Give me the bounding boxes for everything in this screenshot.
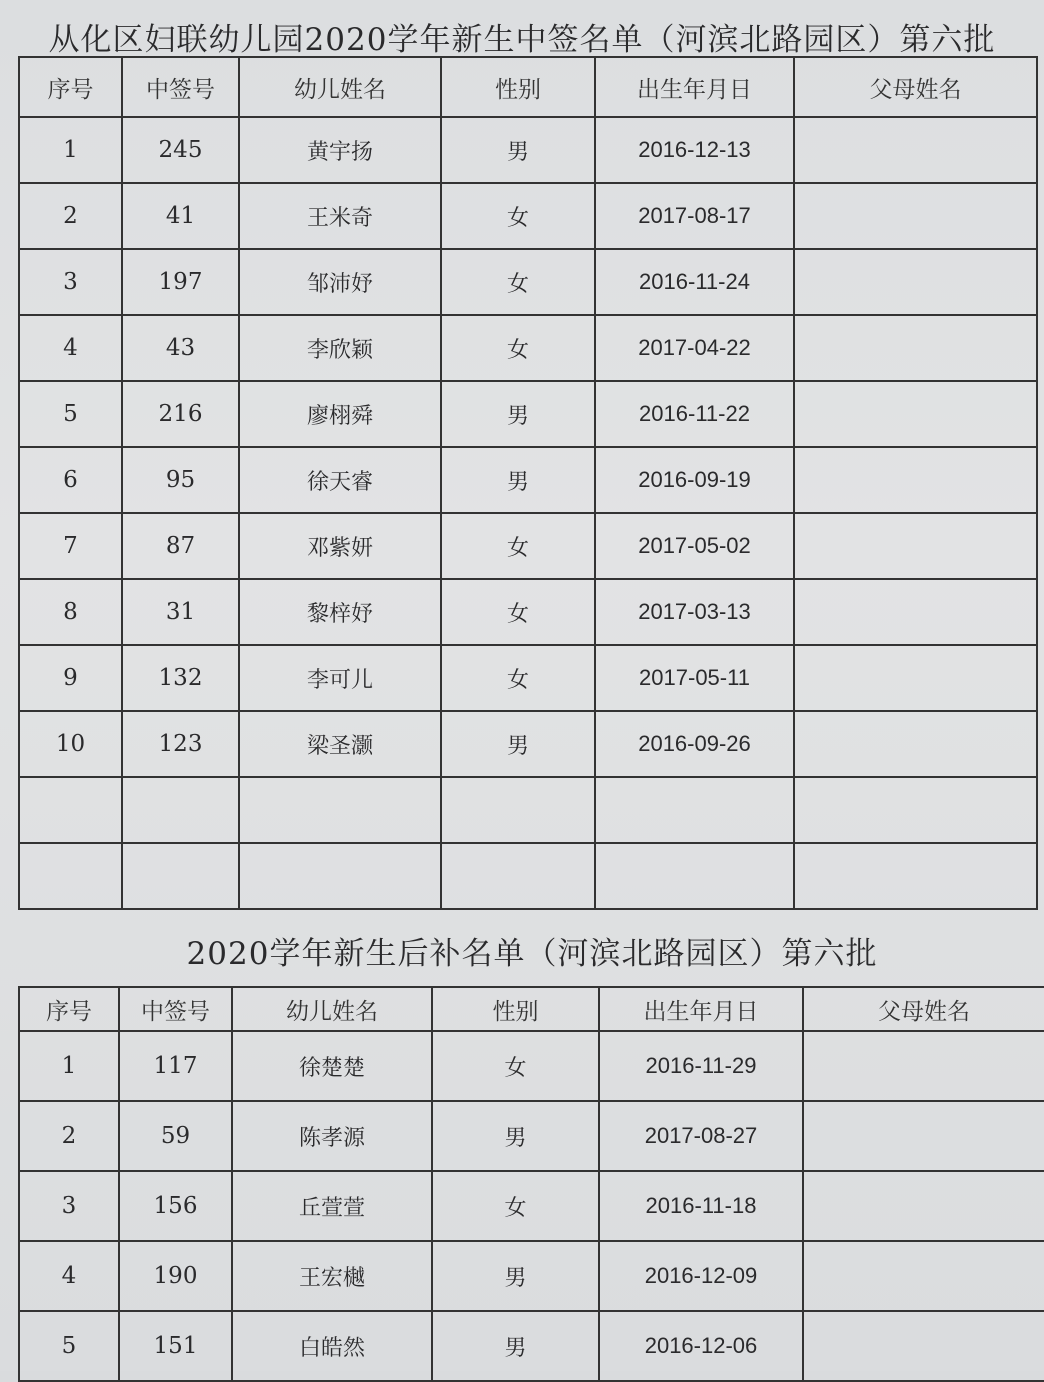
cell-parent-name [803,1171,1044,1241]
cell-child-name: 徐天睿 [239,447,441,513]
cell-child-name: 李欣颖 [239,315,441,381]
cell-gender: 女 [441,513,595,579]
cell-gender: 男 [441,381,595,447]
cell-child-name: 徐楚楚 [232,1031,432,1101]
cell-seq [19,843,122,909]
cell-parent-name [794,843,1037,909]
header-lottery-no: 中签号 [122,57,239,117]
table-header-row [19,987,1044,1031]
cell-gender: 男 [441,117,595,183]
header-parent-name: 父母姓名 [794,57,1037,117]
cell-child-name [239,777,441,843]
cell-seq: 2 [19,1101,119,1171]
cell-birth-date: 2016-09-26 [595,711,794,777]
cell-lottery-no: 95 [122,447,239,513]
table-row [19,381,1037,447]
cell-birth-date: 2017-03-13 [595,579,794,645]
cell-seq: 3 [19,1171,119,1241]
cell-birth-date: 2016-09-19 [595,447,794,513]
cell-gender: 男 [432,1311,599,1381]
cell-seq: 2 [19,183,122,249]
cell-parent-name [803,1101,1044,1171]
table-row [19,447,1037,513]
cell-child-name: 黄宇扬 [239,117,441,183]
cell-seq: 8 [19,579,122,645]
cell-lottery-no: 151 [119,1311,232,1381]
cell-lottery-no: 132 [122,645,239,711]
cell-seq: 7 [19,513,122,579]
cell-lottery-no: 245 [122,117,239,183]
table-row [19,777,1037,843]
cell-gender: 女 [441,183,595,249]
cell-birth-date: 2017-05-02 [595,513,794,579]
cell-lottery-no [122,777,239,843]
cell-lottery-no: 156 [119,1171,232,1241]
table-row [19,513,1037,579]
cell-child-name: 黎梓妤 [239,579,441,645]
main-list-title: 从化区妇联幼儿园2020学年新生中签名单（河滨北路园区）第六批 [48,22,996,58]
cell-seq: 3 [19,249,122,315]
cell-parent-name [794,183,1037,249]
cell-birth-date: 2016-11-29 [599,1031,803,1101]
cell-birth-date: 2016-11-18 [599,1171,803,1241]
cell-gender: 男 [432,1101,599,1171]
table-row [19,315,1037,381]
cell-birth-date: 2017-08-27 [599,1101,803,1171]
table-row [19,711,1037,777]
cell-lottery-no: 59 [119,1101,232,1171]
cell-birth-date: 2016-11-22 [595,381,794,447]
cell-gender [441,843,595,909]
cell-lottery-no: 190 [119,1241,232,1311]
header-seq: 序号 [19,57,122,117]
cell-child-name: 王宏樾 [232,1241,432,1311]
cell-birth-date: 2016-11-24 [595,249,794,315]
table-row [19,249,1037,315]
table-row [19,183,1037,249]
header-birth-date: 出生年月日 [595,57,794,117]
cell-child-name: 邓紫妍 [239,513,441,579]
cell-child-name: 丘萱萱 [232,1171,432,1241]
cell-birth-date: 2017-05-11 [595,645,794,711]
cell-seq: 4 [19,315,122,381]
cell-child-name [239,843,441,909]
cell-birth-date: 2016-12-09 [599,1241,803,1311]
cell-child-name: 邹沛妤 [239,249,441,315]
main-list-table [18,56,1038,910]
cell-seq: 1 [19,1031,119,1101]
cell-child-name: 王米奇 [239,183,441,249]
cell-parent-name [794,579,1037,645]
cell-birth-date: 2017-04-22 [595,315,794,381]
cell-seq: 5 [19,381,122,447]
cell-parent-name [803,1031,1044,1101]
cell-gender: 男 [441,447,595,513]
table-row [19,579,1037,645]
cell-seq: 1 [19,117,122,183]
supplement-list-table [18,986,1044,1382]
cell-lottery-no: 87 [122,513,239,579]
header-child-name: 幼儿姓名 [239,57,441,117]
table-row [19,1241,1044,1311]
cell-birth-date: 2017-08-17 [595,183,794,249]
cell-birth-date: 2016-12-13 [595,117,794,183]
table-row [19,1031,1044,1101]
table-row [19,645,1037,711]
header-lottery-no: 中签号 [119,987,232,1031]
cell-birth-date: 2016-12-06 [599,1311,803,1381]
cell-child-name: 梁圣灏 [239,711,441,777]
cell-seq: 6 [19,447,122,513]
cell-parent-name [794,711,1037,777]
cell-parent-name [794,645,1037,711]
cell-parent-name [794,447,1037,513]
cell-lottery-no: 43 [122,315,239,381]
cell-lottery-no: 123 [122,711,239,777]
table-header-row [19,57,1037,117]
cell-gender: 女 [432,1031,599,1101]
cell-lottery-no: 216 [122,381,239,447]
cell-parent-name [794,117,1037,183]
cell-lottery-no [122,843,239,909]
cell-birth-date [595,843,794,909]
cell-birth-date [595,777,794,843]
cell-gender: 女 [441,579,595,645]
cell-gender: 男 [441,711,595,777]
table-row [19,1101,1044,1171]
cell-seq: 5 [19,1311,119,1381]
cell-child-name: 廖栩舜 [239,381,441,447]
cell-gender: 女 [432,1171,599,1241]
cell-parent-name [794,381,1037,447]
header-gender: 性别 [432,987,599,1031]
cell-lottery-no: 117 [119,1031,232,1101]
supplement-list-title: 2020学年新生后补名单（河滨北路园区）第六批 [186,936,878,972]
cell-child-name: 白皓然 [232,1311,432,1381]
cell-child-name: 陈孝源 [232,1101,432,1171]
cell-gender: 女 [441,249,595,315]
cell-parent-name [794,249,1037,315]
cell-parent-name [794,315,1037,381]
cell-seq: 10 [19,711,122,777]
cell-child-name: 李可儿 [239,645,441,711]
cell-lottery-no: 41 [122,183,239,249]
cell-lottery-no: 197 [122,249,239,315]
cell-gender: 女 [441,315,595,381]
table-row [19,1171,1044,1241]
cell-seq [19,777,122,843]
cell-parent-name [794,513,1037,579]
header-gender: 性别 [441,57,595,117]
cell-seq: 4 [19,1241,119,1311]
cell-seq: 9 [19,645,122,711]
table-row [19,117,1037,183]
header-parent-name: 父母姓名 [803,987,1044,1031]
table-row [19,843,1037,909]
cell-lottery-no: 31 [122,579,239,645]
cell-parent-name [803,1241,1044,1311]
cell-gender [441,777,595,843]
header-child-name: 幼儿姓名 [232,987,432,1031]
cell-gender: 男 [432,1241,599,1311]
header-seq: 序号 [19,987,119,1031]
cell-gender: 女 [441,645,595,711]
cell-parent-name [794,777,1037,843]
header-birth-date: 出生年月日 [599,987,803,1031]
